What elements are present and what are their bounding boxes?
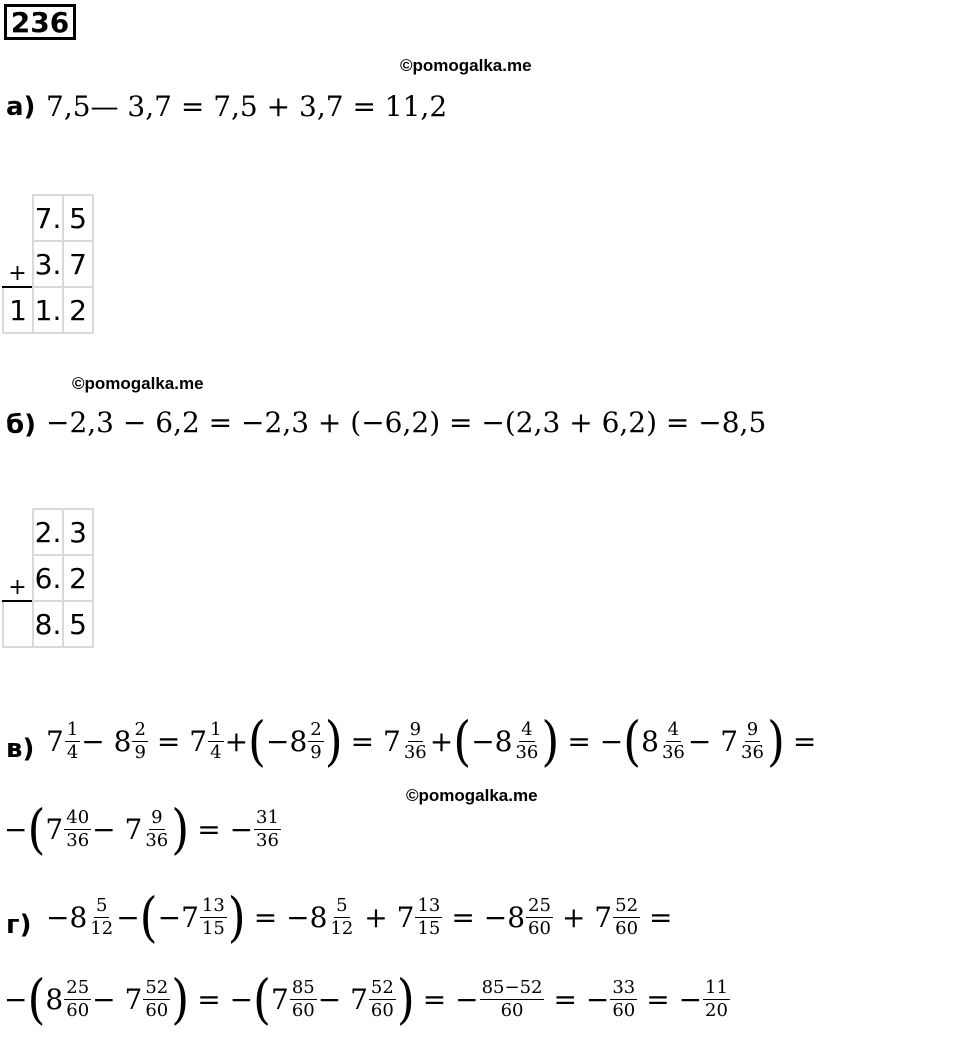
close-paren: ) xyxy=(541,709,560,773)
open-paren: ( xyxy=(623,709,642,773)
term: 8 xyxy=(45,982,64,1016)
term: 7 xyxy=(46,724,64,758)
part-b-label: б) xyxy=(6,410,37,440)
term: − 7 xyxy=(92,982,143,1016)
fraction: $\frac{33}{60}$ xyxy=(612,976,636,1021)
fraction: $\frac{5}{12}$ xyxy=(330,894,354,939)
term: − 7 xyxy=(92,812,143,846)
fraction: $\frac{40}{36}$ xyxy=(66,806,90,851)
part-b-expression: −2,3 − 6,2 = −2,3 + (−6,2) = −(2,3 + 6,2) = −8,5 xyxy=(46,406,767,439)
grid-cell: 3 xyxy=(63,509,93,555)
term: 7 xyxy=(270,982,289,1016)
term: − 7 xyxy=(317,982,368,1016)
grid-cell: 7 xyxy=(63,241,93,287)
term: = xyxy=(792,724,817,758)
part-a-expression: 7,5— 3,7 = 7,5 + 3,7 = 11,2 xyxy=(46,90,448,123)
close-paren: ) xyxy=(171,967,190,1031)
open-paren: ( xyxy=(453,709,472,773)
fraction: $\frac{4}{36}$ xyxy=(661,718,685,763)
term: − xyxy=(116,900,140,934)
fraction: $\frac{85-52}{60}$ xyxy=(481,976,543,1021)
fraction: $\frac{31}{36}$ xyxy=(256,806,279,851)
close-paren: ) xyxy=(396,967,415,1031)
open-paren: ( xyxy=(27,797,46,861)
term: + 7 xyxy=(364,900,415,934)
part-g-line-1 xyxy=(46,885,673,949)
grid-cell: 1. xyxy=(33,287,63,333)
term: = − xyxy=(646,982,703,1016)
close-paren: ) xyxy=(324,709,343,773)
part-v-line-2 xyxy=(4,797,282,861)
fraction: $\frac{9}{36}$ xyxy=(741,718,764,763)
open-paren: ( xyxy=(139,885,158,949)
grid-cell: 2. xyxy=(33,509,63,555)
term: 7 xyxy=(45,812,64,846)
plus-sign: + xyxy=(8,261,27,286)
part-a-label: а) xyxy=(6,92,36,122)
term: = − xyxy=(567,724,624,758)
part-g-label: г) xyxy=(6,910,32,940)
fraction: $\frac{52}{60}$ xyxy=(615,894,639,939)
term: = −8 xyxy=(253,900,328,934)
grid-cell: 2 xyxy=(63,287,93,333)
watermark: ©pomogalka.me xyxy=(406,786,538,805)
grid-cell: 8. xyxy=(33,601,63,647)
part-a-column-addition xyxy=(2,194,94,334)
part-v-line-1 xyxy=(46,709,817,773)
fraction: $\frac{25}{60}$ xyxy=(528,894,551,939)
grid-cell: 5 xyxy=(63,195,93,241)
close-paren: ) xyxy=(227,885,246,949)
grid-cell: 1 xyxy=(3,287,33,333)
part-v-label: в) xyxy=(6,734,35,764)
close-paren: ) xyxy=(171,797,190,861)
open-paren: ( xyxy=(27,967,46,1031)
term: = xyxy=(649,900,673,934)
fraction: $\frac{13}{15}$ xyxy=(417,894,441,939)
grid-cell: 2 xyxy=(63,555,93,601)
watermark: ©pomogalka.me xyxy=(72,374,204,393)
fraction: $\frac{25}{60}$ xyxy=(66,976,90,1021)
term: = 7 xyxy=(156,724,208,758)
plus-sign: + xyxy=(8,575,27,600)
term: = − xyxy=(553,982,610,1016)
term: = −8 xyxy=(451,900,526,934)
fraction: $\frac{52}{60}$ xyxy=(370,976,394,1021)
fraction: $\frac{9}{36}$ xyxy=(145,806,169,851)
fraction: $\frac{5}{12}$ xyxy=(90,894,114,939)
fraction: $\frac{9}{36}$ xyxy=(403,718,427,763)
term: −8 xyxy=(265,724,308,758)
part-g-line-2 xyxy=(4,967,731,1031)
task-number: 236 xyxy=(4,4,76,40)
term: = 7 xyxy=(350,724,401,758)
grid-cell: 3. xyxy=(33,241,63,287)
term: = − xyxy=(197,812,254,846)
fraction: $\frac{2}{9}$ xyxy=(310,718,322,763)
grid-cell: 7. xyxy=(33,195,63,241)
term: = − xyxy=(197,982,254,1016)
fraction: $\frac{85}{60}$ xyxy=(291,976,315,1021)
open-paren: ( xyxy=(253,967,271,1031)
term: −8 xyxy=(46,900,88,934)
fraction: $\frac{1}{4}$ xyxy=(66,718,79,763)
term: + 7 xyxy=(561,900,613,934)
term: + xyxy=(429,724,454,758)
term: − xyxy=(4,982,28,1016)
term: = − xyxy=(422,982,479,1016)
watermark: ©pomogalka.me xyxy=(400,56,532,75)
term: − 7 xyxy=(687,724,739,758)
fraction: $\frac{11}{20}$ xyxy=(705,976,728,1021)
term: 8 xyxy=(641,724,659,758)
term: + xyxy=(224,724,249,758)
grid-cell xyxy=(3,601,33,647)
term: − xyxy=(4,812,28,846)
grid-cell: 6. xyxy=(33,555,63,601)
term: −8 xyxy=(471,724,513,758)
fraction: $\frac{13}{15}$ xyxy=(201,894,225,939)
fraction: $\frac{4}{36}$ xyxy=(515,718,539,763)
open-paren: ( xyxy=(248,709,266,773)
grid-cell: 5 xyxy=(63,601,93,647)
close-paren: ) xyxy=(766,709,785,773)
term: − 8 xyxy=(81,724,132,758)
fraction: $\frac{52}{60}$ xyxy=(145,976,169,1021)
fraction: $\frac{1}{4}$ xyxy=(210,718,222,763)
term: −7 xyxy=(157,900,199,934)
part-b-column-addition xyxy=(2,508,94,648)
fraction: $\frac{2}{9}$ xyxy=(134,718,146,763)
